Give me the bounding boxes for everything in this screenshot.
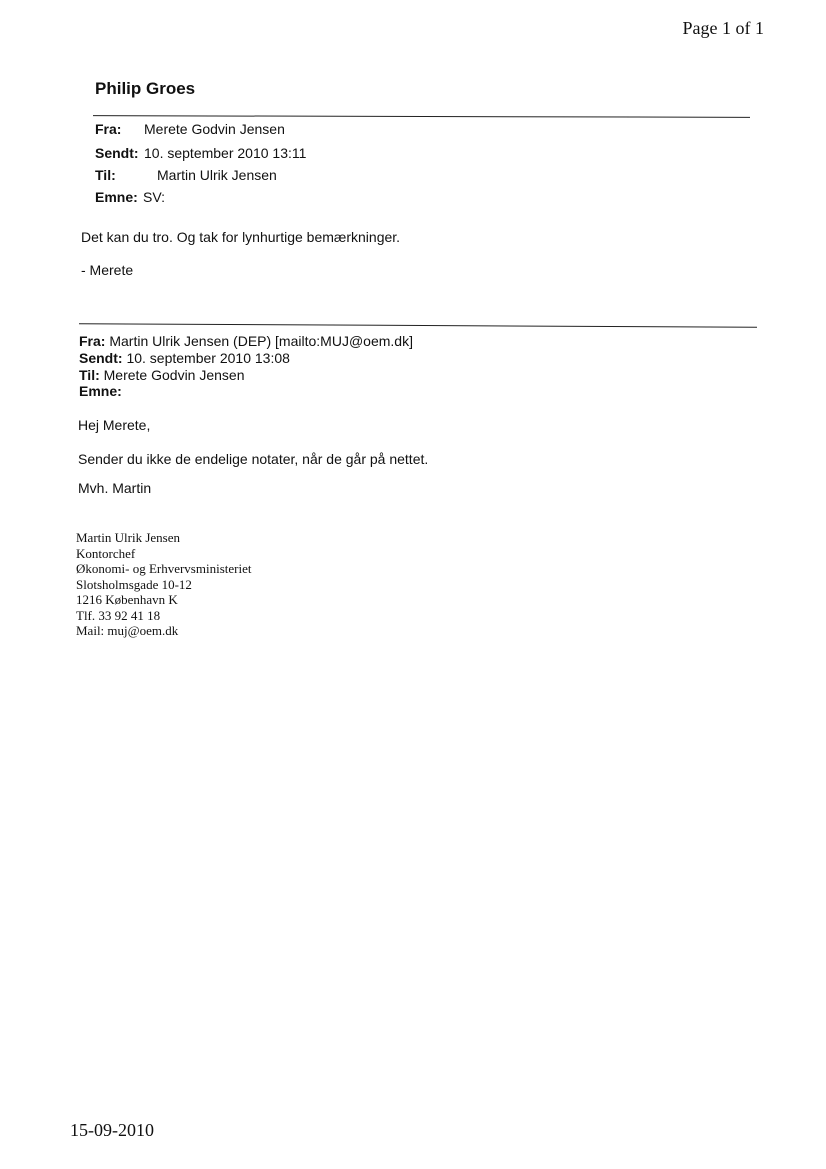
subject-row xyxy=(95,186,165,209)
quoted-divider xyxy=(79,323,757,328)
quoted-sent-row xyxy=(79,350,290,366)
to-row xyxy=(95,164,277,187)
quoted-from-row xyxy=(79,333,413,349)
subject-value: SV: xyxy=(143,189,166,205)
quoted-subject-label: Emne: xyxy=(79,383,122,399)
subject-label: Emne: xyxy=(95,189,138,205)
quoted-sent-label: Sendt: xyxy=(79,350,123,366)
sent-row xyxy=(95,142,306,165)
quoted-to-value: Merete Godvin Jensen xyxy=(103,367,245,383)
quoted-closing: Mvh. Martin xyxy=(78,480,152,496)
quoted-subject-row xyxy=(79,383,122,399)
mailbox-owner-name: Philip Groes xyxy=(95,79,196,98)
to-label: Til: xyxy=(95,167,116,183)
message-body-line: Det kan du tro. Og tak for lynhurtige bemærkninger. xyxy=(81,229,401,245)
signature-city: 1216 København K xyxy=(76,592,178,607)
page-number: Page 1 of 1 xyxy=(682,18,764,38)
from-row xyxy=(95,118,285,141)
sent-value: 10. september 2010 13:11 xyxy=(144,145,307,161)
signature-name: Martin Ulrik Jensen xyxy=(76,530,180,545)
signature-phone: Tlf. 33 92 41 18 xyxy=(76,607,161,623)
to-value: Martin Ulrik Jensen xyxy=(157,167,277,183)
email-signature xyxy=(76,530,251,639)
message-signoff: - Merete xyxy=(81,262,134,278)
sent-label: Sendt: xyxy=(95,145,139,161)
signature-title: Kontorchef xyxy=(76,545,136,561)
from-value: Merete Godvin Jensen xyxy=(144,121,285,137)
quoted-from-value: Martin Ulrik Jensen (DEP) [mailto:MUJ@oem.dk] xyxy=(109,333,413,349)
signature-mail: Mail: muj@oem.dk xyxy=(76,623,179,638)
quoted-body-line: Sender du ikke de endelige notater, når de går på nettet. xyxy=(78,451,429,467)
quoted-from-label: Fra: xyxy=(79,333,106,349)
quoted-greeting: Hej Merete, xyxy=(78,417,151,433)
signature-street: Slotsholmsgade 10-12 xyxy=(76,576,192,592)
quoted-to-row xyxy=(79,367,245,383)
from-label: Fra: xyxy=(95,121,122,137)
quoted-to-label: Til: xyxy=(79,367,100,383)
signature-organization: Økonomi- og Erhvervsministeriet xyxy=(76,561,252,576)
quoted-sent-value: 10. september 2010 13:08 xyxy=(126,350,290,366)
footer-date: 15-09-2010 xyxy=(70,1120,154,1140)
